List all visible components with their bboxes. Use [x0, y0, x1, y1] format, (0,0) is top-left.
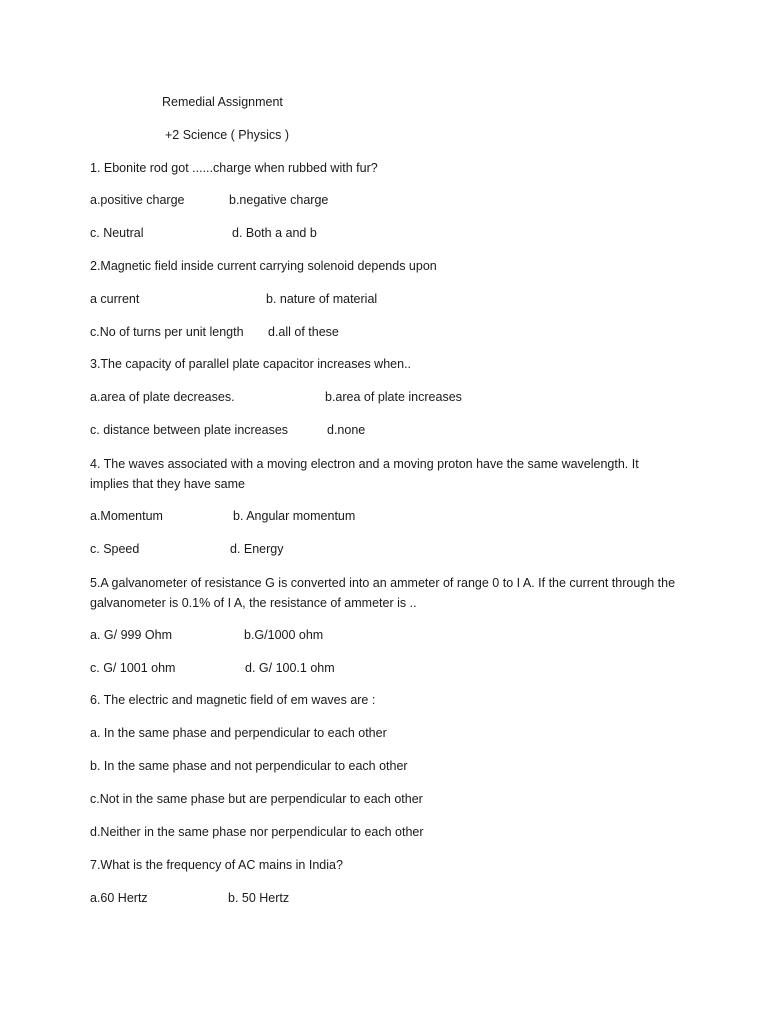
- question-1-text: 1. Ebonite rod got ......charge when rubbed with fur?: [90, 161, 378, 175]
- question-3-option-c: c. distance between plate increases: [90, 423, 289, 437]
- question-2-option-d: d.all of these: [268, 325, 339, 339]
- question-5-option-d: d. G/ 100.1 ohm: [245, 661, 335, 675]
- question-5-option-a: a. G/ 999 Ohm: [90, 628, 172, 642]
- question-5-text: 5.A galvanometer of resistance G is converted into an ammeter of range 0 to I A. If the current through the galvanometer is 0.1% of I A, the resistance of ammeter is ..: [90, 576, 676, 610]
- question-1-option-a: a.positive charge: [90, 193, 185, 207]
- question-2-option-b: b. nature of material: [266, 292, 378, 306]
- question-6-text: 6. The electric and magnetic field of em waves are :: [90, 693, 376, 707]
- question-3-text: 3.The capacity of parallel plate capacitor increases when..: [90, 357, 412, 371]
- question-2-text: 2.Magnetic field inside current carrying solenoid depends upon: [90, 259, 437, 273]
- question-5-option-c: c. G/ 1001 ohm: [90, 661, 176, 675]
- question-2-option-a: a current: [90, 292, 140, 306]
- question-3-option-d: d.none: [327, 423, 366, 437]
- question-1-option-c: c. Neutral: [90, 226, 144, 240]
- question-4-option-c: c. Speed: [90, 542, 140, 556]
- question-1-option-d: d. Both a and b: [232, 226, 317, 240]
- question-1-option-b: b.negative charge: [229, 193, 329, 207]
- question-4-option-a: a.Momentum: [90, 509, 163, 523]
- question-6-option-a: a. In the same phase and perpendicular to each other: [90, 726, 387, 740]
- question-7-option-b: b. 50 Hertz: [228, 891, 290, 905]
- question-4-option-b: b. Angular momentum: [233, 509, 356, 523]
- question-3-option-b: b.area of plate increases: [325, 390, 462, 404]
- question-6-option-c: c.Not in the same phase but are perpendicular to each other: [90, 792, 423, 806]
- question-7-option-a: a.60 Hertz: [90, 891, 148, 905]
- question-2-option-c: c.No of turns per unit length: [90, 325, 244, 339]
- question-3-option-a: a.area of plate decreases.: [90, 390, 235, 404]
- question-7-text: 7.What is the frequency of AC mains in India?: [90, 858, 343, 872]
- document-title: Remedial Assignment: [162, 95, 283, 109]
- question-5-option-b: b.G/1000 ohm: [244, 628, 324, 642]
- question-4-option-d: d. Energy: [230, 542, 284, 556]
- question-4-text: 4. The waves associated with a moving electron and a moving proton have the same wavelength. It implies that they have same: [90, 457, 639, 491]
- question-6-option-b: b. In the same phase and not perpendicular to each other: [90, 759, 408, 773]
- document-subtitle: +2 Science ( Physics ): [165, 128, 290, 142]
- question-6-option-d: d.Neither in the same phase nor perpendicular to each other: [90, 825, 424, 839]
